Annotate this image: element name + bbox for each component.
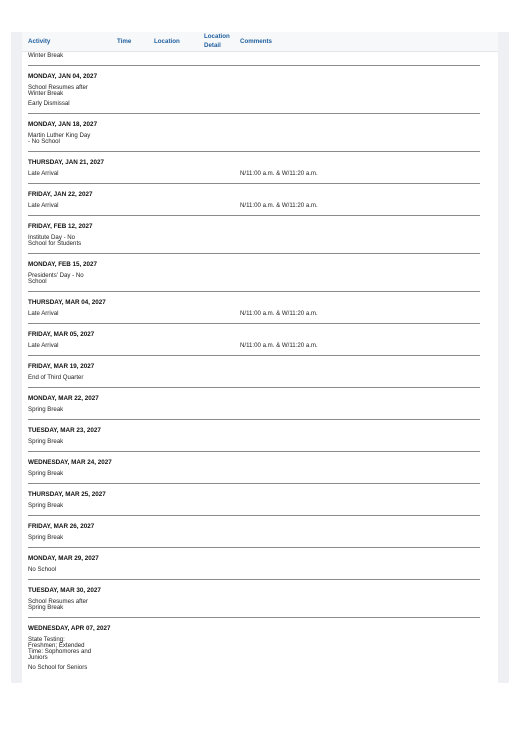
- day-block: [22, 580, 498, 618]
- day-block: [22, 516, 498, 548]
- table-row: [28, 439, 498, 445]
- activity-cell: Late Arrival: [28, 202, 59, 209]
- comment-cell: N/11:00 a.m. & W/11:20 a.m.: [240, 310, 318, 317]
- day-block: [22, 484, 498, 516]
- day-block: [22, 548, 498, 580]
- column-header-location-detail-line1: Location: [204, 33, 230, 40]
- table-row: [28, 637, 498, 661]
- table-row: [28, 85, 498, 97]
- day-block: [22, 356, 498, 388]
- table-row: [28, 101, 498, 107]
- day-date-heading: THURSDAY, MAR 04, 2027: [28, 299, 106, 306]
- column-header-comments[interactable]: Comments: [240, 38, 272, 45]
- table-row: [28, 535, 498, 541]
- day-block: [22, 618, 498, 671]
- table-row: [28, 503, 498, 509]
- day-block: [22, 216, 498, 254]
- activity-cell: Spring Break: [28, 438, 64, 445]
- table-row: [28, 375, 498, 381]
- table-row: [28, 343, 498, 349]
- calendar-sheet: [22, 32, 498, 683]
- table-row: [28, 665, 498, 671]
- activity-cell: School Resumes after Winter Break: [28, 84, 88, 97]
- activity-cell: Winter Break: [28, 52, 64, 59]
- table-row: [28, 235, 498, 247]
- day-date-heading: TUESDAY, MAR 23, 2027: [28, 427, 101, 434]
- table-row: [28, 599, 498, 611]
- day-date-heading: THURSDAY, MAR 25, 2027: [28, 491, 106, 498]
- day-date-heading: MONDAY, FEB 15, 2027: [28, 261, 98, 268]
- day-block: [22, 114, 498, 152]
- day-date-heading: FRIDAY, MAR 26, 2027: [28, 523, 95, 530]
- comment-cell: N/11:00 a.m. & W/11:20 a.m.: [240, 342, 318, 349]
- activity-cell: Spring Break: [28, 534, 64, 541]
- day-date-heading: FRIDAY, JAN 22, 2027: [28, 191, 93, 198]
- activity-cell: Spring Break: [28, 470, 64, 477]
- day-block: [22, 152, 498, 184]
- table-row: [28, 133, 498, 145]
- day-block: [22, 184, 498, 216]
- comment-cell: N/11:00 a.m. & W/11:20 a.m.: [240, 202, 318, 209]
- day-block: [22, 388, 498, 420]
- activity-cell: Martin Luther King Day - No School: [28, 132, 91, 145]
- day-block: [22, 66, 498, 114]
- day-date-heading: MONDAY, MAR 22, 2027: [28, 395, 99, 402]
- day-date-heading: FRIDAY, MAR 19, 2027: [28, 363, 95, 370]
- activity-cell: Late Arrival: [28, 310, 59, 317]
- table-row: [28, 311, 498, 317]
- activity-cell: Late Arrival: [28, 342, 59, 349]
- activity-cell: School Resumes after Spring Break: [28, 598, 88, 611]
- table-row: [28, 471, 498, 477]
- table-row: [28, 407, 498, 413]
- table-row: [28, 273, 498, 285]
- table-row: [28, 203, 498, 209]
- column-header-location[interactable]: Location: [154, 38, 180, 45]
- event-list: [22, 53, 498, 671]
- column-header-time[interactable]: Time: [117, 38, 132, 45]
- day-block: [22, 324, 498, 356]
- activity-cell: End of Third Quarter: [28, 374, 84, 381]
- table-row: [28, 171, 498, 177]
- day-block: [22, 292, 498, 324]
- activity-cell: Institute Day - No School for Students: [28, 234, 82, 247]
- table-header: [22, 32, 498, 52]
- day-date-heading: MONDAY, MAR 29, 2027: [28, 555, 99, 562]
- activity-cell: Spring Break: [28, 502, 64, 509]
- activity-cell: Early Dismissal: [28, 100, 70, 107]
- column-header-activity[interactable]: Activity: [28, 38, 51, 45]
- activity-cell: Spring Break: [28, 406, 64, 413]
- comment-cell: N/11:00 a.m. & W/11:20 a.m.: [240, 170, 318, 177]
- day-date-heading: WEDNESDAY, MAR 24, 2027: [28, 459, 112, 466]
- day-date-heading: FRIDAY, FEB 12, 2027: [28, 223, 93, 230]
- day-date-heading: TUESDAY, MAR 30, 2027: [28, 587, 101, 594]
- activity-cell: No School: [28, 566, 57, 573]
- activity-cell: No School for Seniors: [28, 664, 88, 671]
- column-header-location-detail-line2: Detail: [204, 42, 221, 49]
- table-row: [28, 53, 498, 59]
- day-block: [22, 254, 498, 292]
- day-date-heading: FRIDAY, MAR 05, 2027: [28, 331, 95, 338]
- table-row: [28, 567, 498, 573]
- day-block: [22, 420, 498, 452]
- activity-cell: Late Arrival: [28, 170, 59, 177]
- day-date-heading: MONDAY, JAN 18, 2027: [28, 121, 98, 128]
- day-block-continued: [22, 53, 498, 66]
- day-block: [22, 452, 498, 484]
- day-date-heading: WEDNESDAY, APR 07, 2027: [28, 625, 111, 632]
- day-date-heading: MONDAY, JAN 04, 2027: [28, 73, 98, 80]
- activity-cell: Presidents' Day - No School: [28, 272, 84, 285]
- column-header-location-detail[interactable]: [204, 33, 230, 50]
- day-date-heading: THURSDAY, JAN 21, 2027: [28, 159, 105, 166]
- activity-cell: State Testing: Freshmen; Extended Time: Sophomores and Juniors: [28, 636, 92, 661]
